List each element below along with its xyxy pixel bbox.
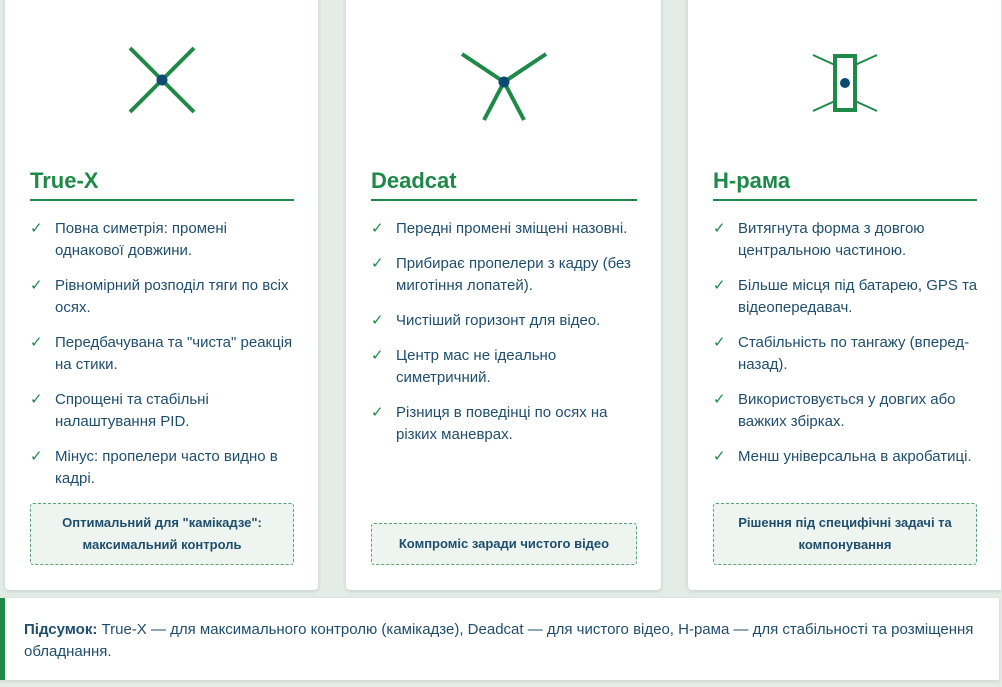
feature-text: Чистіший горизонт для відео. [396,312,601,329]
frame-card-h-frame [688,0,1001,590]
check-icon: ✓ [371,347,384,364]
feature-text: Прибирає пропелери з кадру (без миготіння лопатей). [396,255,631,294]
check-icon: ✓ [30,448,43,465]
feature-item [713,389,981,433]
check-icon: ✓ [30,334,43,351]
check-icon: ✓ [371,220,384,237]
check-icon: ✓ [371,312,384,329]
feature-text: Більше місця під батарею, GPS та відеопередавач. [738,277,978,316]
conclusion-label: Підсумок: [24,621,98,638]
feature-item [371,402,641,446]
feature-item [30,332,298,376]
frame-card-deadcat [346,0,661,590]
check-icon: ✓ [371,404,384,421]
feature-text: Передні промені зміщені назовні. [396,220,628,237]
h-frame-icon [795,38,895,122]
feature-text: Стабільність по тангажу (вперед-назад). [738,334,970,373]
feature-list [713,218,981,481]
feature-item [30,218,298,262]
feature-text: Спрощені та стабільні налаштування PID. [55,391,209,430]
card-title: Deadcat [371,168,637,201]
card-summary: Компроміс заради чистого відео [371,523,637,565]
feature-item [371,253,641,297]
check-icon: ✓ [713,220,726,237]
diagram [5,38,318,122]
card-summary: Рішення під специфічні задачі та компонування [713,503,977,565]
feature-text: Передбачувана та "чиста" реакція на стики. [55,334,293,373]
check-icon: ✓ [713,391,726,408]
feature-text: Мінус: пропелери часто видно в кадрі. [55,448,278,487]
feature-item [713,275,981,319]
feature-text: Витягнута форма з довгою центральною частиною. [738,220,925,259]
feature-list [371,218,641,459]
feature-text: Рівномірний розподіл тяги по всіх осях. [55,277,289,316]
frame-card-true-x [5,0,318,590]
feature-text: Різниця в поведінці по осях на різких маневрах. [396,404,608,443]
diagram [346,38,661,122]
feature-text: Повна симетрія: промені однакової довжини. [55,220,228,259]
feature-item [713,446,981,468]
check-icon: ✓ [30,391,43,408]
feature-text: Центр мас не ідеально симетричний. [396,347,557,386]
feature-text: Використовується у довгих або важких збірках. [738,391,956,430]
conclusion-panel [0,598,999,680]
deadcat-frame-icon [454,38,554,122]
feature-item [30,389,298,433]
check-icon: ✓ [713,277,726,294]
x-frame-icon [112,38,212,122]
card-summary: Оптимальний для "камікадзе": максимальний контроль [30,503,294,565]
feature-list [30,218,298,503]
feature-item [30,446,298,490]
feature-item [371,218,641,240]
feature-item [713,218,981,262]
feature-item [30,275,298,319]
feature-item [371,310,641,332]
conclusion-text: True-X — для максимального контролю (камікадзе), Deadcat — для чистого відео, H-рама — для стабільності та розміщення обладнання. [24,621,974,660]
check-icon: ✓ [30,220,43,237]
check-icon: ✓ [30,277,43,294]
check-icon: ✓ [713,448,726,465]
feature-item [713,332,981,376]
diagram [688,38,1001,122]
check-icon: ✓ [371,255,384,272]
check-icon: ✓ [713,334,726,351]
card-title: True-X [30,168,294,201]
feature-text: Менш універсальна в акробатиці. [738,448,972,465]
card-title: H-рама [713,168,977,201]
feature-item [371,345,641,389]
